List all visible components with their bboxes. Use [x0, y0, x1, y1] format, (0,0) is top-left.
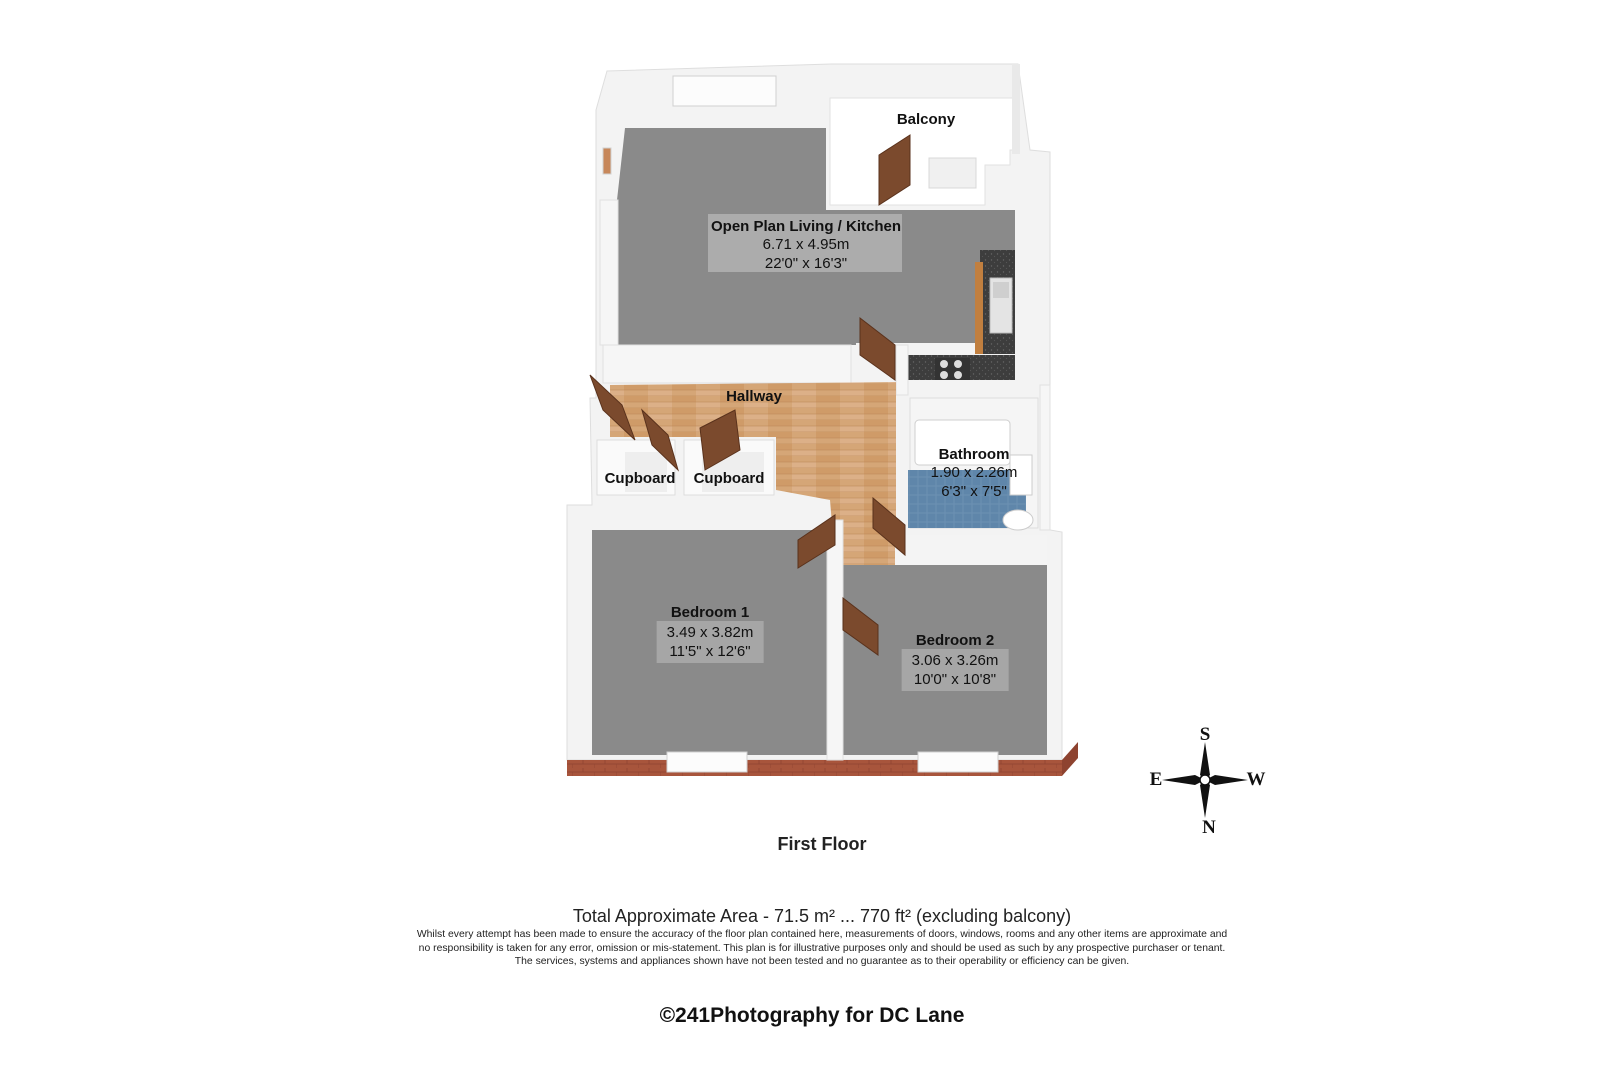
room-dimensions-imperial: 6'3" x 7'5": [941, 483, 1007, 500]
room-name: Hallway: [726, 388, 782, 405]
photography-credit: ©241Photography for DC Lane: [659, 1004, 965, 1027]
room-dimensions-imperial: 11'5" x 12'6": [669, 643, 751, 660]
room-label-cupboard-1: [605, 470, 676, 487]
disclaimer: [376, 928, 1268, 969]
room-name: Open Plan Living / Kitchen: [710, 218, 902, 235]
room-dimensions-imperial: 22'0" x 16'3": [764, 255, 848, 272]
room-name: Bedroom 2: [915, 632, 995, 649]
room-label-hallway: [726, 388, 782, 405]
total-area: Total Approximate Area - 71.5 m² ... 770 ft² (excluding balcony): [572, 906, 1072, 926]
room-label-cupboard-2: [694, 470, 765, 487]
room-label-bedroom-1: [657, 604, 764, 663]
room-label-bedroom-2: [902, 632, 1009, 691]
room-label-living-kitchen: [711, 218, 901, 273]
room-label-bathroom: [931, 446, 1018, 501]
disclaimer-line: no responsibility is taken for any error, omission or mis-statement. This plan is for illustrative purposes only and should be used as such by any prospective purchaser or tenant.: [418, 942, 1226, 954]
compass-west-label: W: [1246, 769, 1266, 790]
room-dimensions-plate: [902, 649, 1009, 691]
compass-south-label: S: [1199, 724, 1211, 745]
compass-rose-icon: [1160, 740, 1250, 820]
room-dimensions-plate: [657, 621, 764, 663]
room-label-balcony: [897, 111, 955, 128]
room-name: Bedroom 1: [670, 604, 750, 621]
compass-north-label: N: [1202, 817, 1216, 838]
disclaimer-line: Whilst every attempt has been made to ensure the accuracy of the floor plan contained here, measurements of doors, windows, rooms and any other items are approximate and: [416, 929, 1228, 940]
disclaimer-line: The services, systems and appliances shown have not been tested and no guarantee as to their operability or efficiency can be given.: [514, 956, 1130, 967]
room-dimensions-metric: 3.06 x 3.26m: [911, 652, 999, 669]
room-dimensions-imperial: 10'0" x 10'8": [913, 671, 997, 688]
room-dimensions-metric: 6.71 x 4.95m: [762, 236, 850, 253]
room-name: Cupboard: [693, 470, 765, 487]
room-dimensions-metric: 3.49 x 3.82m: [666, 624, 754, 641]
room-dimensions-metric: 1.90 x 2.26m: [930, 464, 1018, 481]
floor-label: First Floor: [777, 834, 867, 854]
room-name: Bathroom: [938, 446, 1010, 463]
room-name: Balcony: [896, 111, 956, 128]
room-name: Cupboard: [604, 470, 676, 487]
compass-east-label: E: [1149, 769, 1163, 790]
